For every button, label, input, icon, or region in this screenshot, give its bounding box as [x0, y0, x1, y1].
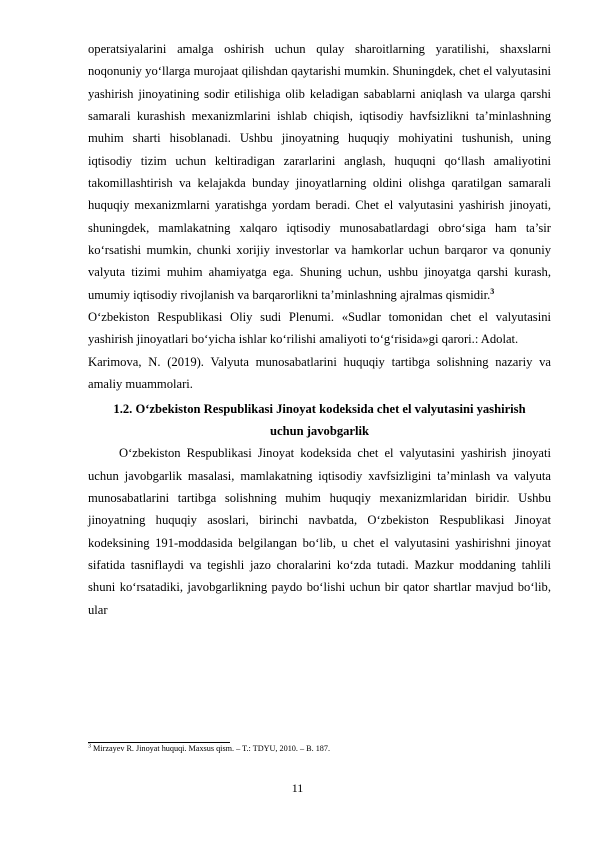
paragraph-1-text: operatsiyalarini amalga oshirish uchun qulay sharoitlarning yaratilishi, shaxslarni noqonuniy yo‘llarga murojaat qilishdan qaytarishi mumkin. Shuningdek, chet el valyutasini yashirish jinoyatining sodir etilishiga olib keladigan sabablarni aniqlash va ularga qarshi samarali kurashish mexanizmlarini ishlab chiqish, iqtisodiy havfsizlikni ta’minlashning muhim sharti hisoblanadi. Ushbu jinoyatning huquqiy mohiyatini tushunish, uning iqtisodiy tizim uchun keltiradigan zararlarini anglash, huquqni qo‘llash amaliyotini takomillashtirish va kelajakda bunday jinoyatlarning oldini olishga qaratilgan samarali huquqiy mexanizmlarni yaratishga yordam beradi. Chet el valyutasini yashirish jinoyati, shuningdek, mamlakatning xalqaro iqtisodiy munosabatlardagi obro‘siga ham ta’sir ko‘rsatishi mumkin, chunki xorijiy investorlar va hamkorlar uchun barqaror va qonuniy valyuta tizimi muhim ahamiyatga ega. Shuning uchun, ushbu jinoyatga qarshi kurash, umumiy iqtisodiy rivojlanish va barqarorlikni ta’minlashning ajralmas qismidir. [88, 42, 551, 302]
section-heading [88, 398, 551, 443]
section-heading-line-1: 1.2. O‘zbekiston Respublikasi Jinoyat kodeksida chet el valyutasini yashirish [113, 401, 526, 416]
footnote-text: Mirzayev R. Jinoyat huquqi. Maxsus qism. – T.: TDYU, 2010. – B. 187. [91, 744, 331, 753]
paragraph-1 [88, 38, 551, 306]
paragraph-3: Karimova, N. (2019). Valyuta munosabatlarini huquqiy tartibga solishning nazariy va amaliy muammolari. [88, 354, 551, 392]
body-paragraph: O‘zbekiston Respublikasi Jinoyat kodeksida chet el valyutasini yashirish jinoyati uchun javobgarlik masalasi, mamlakatning iqtisodiy xavfsizligini ta’minlash va valyuta munosabatlarini tartibga solishning muhim huquqiy mexanizmlaridan biridir. Ushbu jinoyatning huquqiy asoslari, birinchi navbatda, O‘zbekiston Respublikasi Jinoyat kodeksining 191-moddasida belgilangan bo‘lib, u chet el valyutasini yashirishni jinoyat sifatida tasniflaydi va tegishli jazo choralarini ko‘zda tutadi. Mazkur moddaning tahlili shuni ko‘rsatadiki, javobgarlikning paydo bo‘lishi uchun bir qator shartlar mavjud bo‘lib, ular [88, 446, 551, 617]
footnote [88, 743, 551, 754]
page-number: 11 [291, 781, 304, 795]
paragraph-2: O‘zbekiston Respublikasi Oliy sudi Plenumi. «Sudlar tomonidan chet el valyutasini yashirish jinoyatlari bo‘yicha ishlar ko‘rilishi amaliyoti to‘g‘risida»gi qarori.: Adolat. [88, 310, 551, 347]
footnote-ref: 3 [490, 286, 495, 296]
section-heading-line-2: uchun javobgarlik [269, 423, 370, 438]
page-body [88, 38, 551, 621]
footnote-mark: 3 [88, 743, 91, 750]
